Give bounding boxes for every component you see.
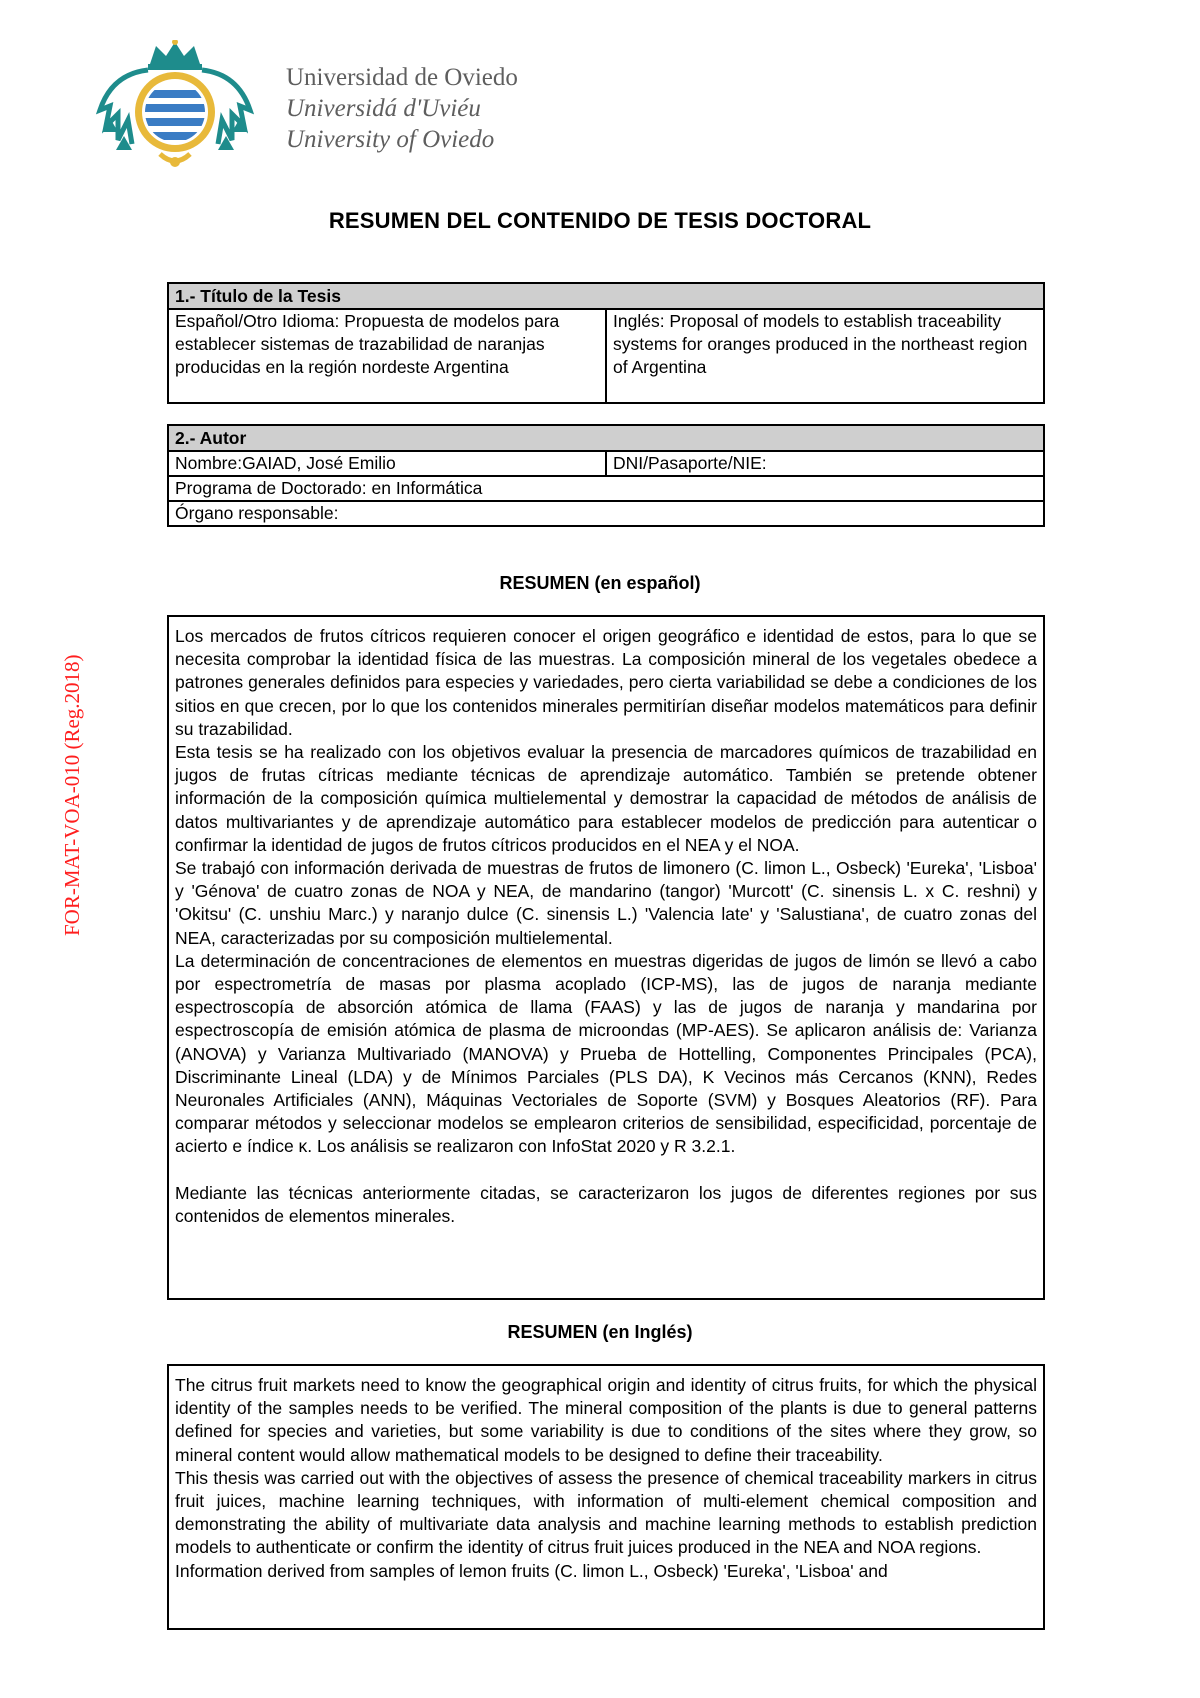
summary-english-paragraph: The citrus fruit markets need to know the geographical origin and identity of citrus fruits, for which the physical identity of the samples needs to be verified. The mineral composition of the plants is due to general patterns defined for species and varieties, but some variability is due to conditions of the sites where they grow, so mineral content would allow mathematical models to be designed to define their traceability. (175, 1375, 1037, 1465)
form-code: FOR-MAT-VOA-010 (Reg.2018) (60, 654, 84, 936)
summary-english-paragraph: This thesis was carried out with the objectives of assess the presence of chemical traceability markers in citrus fruit juices, machine learning techniques, with information of multi-element chemical composition and demonstrating the ability of multivariate data analysis and machine learning methods to establish prediction models to authenticate or confirm the identity of citrus fruit juices produced in the NEA and NOA regions. (175, 1467, 1037, 1558)
thesis-title-english: Inglés: Proposal of models to establish traceability systems for oranges produced in the northeast region of Argentina (606, 309, 1044, 403)
summary-spanish-paragraph: Mediante las técnicas anteriormente citadas, se caracterizaron los jugos de diferentes regiones por sus contenidos de elementos minerales. (175, 1182, 1037, 1226)
author-heading: 2.- Autor (168, 425, 1044, 451)
summary-spanish-paragraph: Se trabajó con información derivada de muestras de frutos de limonero (C. limon L., Osbeck) 'Eureka', 'Lisboa' y 'Génova' de cuatro zonas de NOA y NEA, de mandarino (tangor) 'Murcott' (C. sinensis L. x C. reshni) y 'Okitsu' (C. unshiu Marc.) y naranjo dulce (C. sinensis L.) 'Valencia late' y 'Salustiana', de cuatro zonas del NEA, caracterizadas por su composición multielemental. (175, 858, 1037, 948)
author-table (167, 424, 1045, 527)
university-name-spanish: Universidad de Oviedo (286, 64, 518, 91)
summary-english-heading: RESUMEN (en Inglés) (507, 1322, 693, 1342)
summary-spanish-paragraph: Esta tesis se ha realizado con los objetivos evaluar la presencia de marcadores químicos de trazabilidad en jugos de frutas cítricas mediante técnicas de aprendizaje automático. También se pretende obtener información de la composición química multielemental y demostrar la capacidad de métodos de análisis de datos multivariantes y de aprendizaje automático para establecer modelos de predicción para autenticar o confirmar la identidad de jugos de frutos cítricos producidos en el NEA y el NOA. (175, 742, 1037, 855)
summary-english-box (167, 1364, 1045, 1630)
document-title: RESUMEN DEL CONTENIDO DE TESIS DOCTORAL (328, 208, 872, 233)
doctoral-program: Programa de Doctorado: en Informática (168, 476, 1044, 501)
summary-spanish-paragraph: La determinación de concentraciones de elementos en muestras digeridas de jugos de limón se llevó a cabo por espectrometría de masas por plasma acoplado (ICP-MS), las de jugos de naranja mediante espectroscopía de absorción atómica de llama (FAAS) y las de jugos de naranja y mandarina por espectroscopía de emisión atómica de plasma de microondas (MP-AES). Se aplicaron análisis de: Varianza (ANOVA) y Varianza Multivariado (MANOVA) y Prueba de Hottelling, Componentes Principales (PCA), Discriminante Lineal (LDA) y de Mínimos Parciales (PLS DA), K Vecinos más Cercanos (KNN), Redes Neuronales Artificiales (ANN), Máquinas Vectoriales de Soporte (SVM) y Bosques Aleatorios (RF). Para comparar métodos y seleccionar modelos se emplearon criterios de sensibilidad, especificidad, porcentaje de acierto e índice κ. Los análisis se realizaron con InfoStat 2020 y R 3.2.1. (175, 950, 1037, 1157)
thesis-title-heading: 1.- Título de la Tesis (168, 283, 1044, 309)
author-dni: DNI/Pasaporte/NIE: (606, 451, 1044, 476)
thesis-title-table (167, 282, 1045, 404)
summary-english-paragraph: Information derived from samples of lemon fruits (C. limon L., Osbeck) 'Eureka', 'Lisboa' and (175, 1560, 888, 1581)
university-name-english: University of Oviedo (286, 126, 495, 153)
summary-spanish-heading: RESUMEN (en español) (499, 573, 701, 593)
university-name-asturian: Universidá d'Uviéu (286, 95, 481, 122)
university-logo (92, 40, 258, 170)
summary-spanish-box (167, 615, 1045, 1300)
responsible-organ: Órgano responsable: (168, 501, 1044, 526)
author-name: Nombre:GAIAD, José Emilio (168, 451, 606, 476)
summary-spanish-paragraph: Los mercados de frutos cítricos requieren conocer el origen geográfico e identidad de estos, para lo que se necesita comprobar la identidad física de las muestras. La composición mineral de los vegetales obedece a patrones generales definidos para especies y variedades, pero cierta variabilidad se debe a condiciones de los sitios en que crecen, por lo que los contenidos minerales permitirían diseñar modelos matemáticos para definir su trazabilidad. (175, 626, 1037, 739)
university-crest-icon (92, 40, 258, 170)
university-names (286, 62, 518, 155)
thesis-title-spanish: Español/Otro Idioma: Propuesta de modelos para establecer sistemas de trazabilidad de naranjas producidas en la región nordeste Argentina (168, 309, 606, 403)
